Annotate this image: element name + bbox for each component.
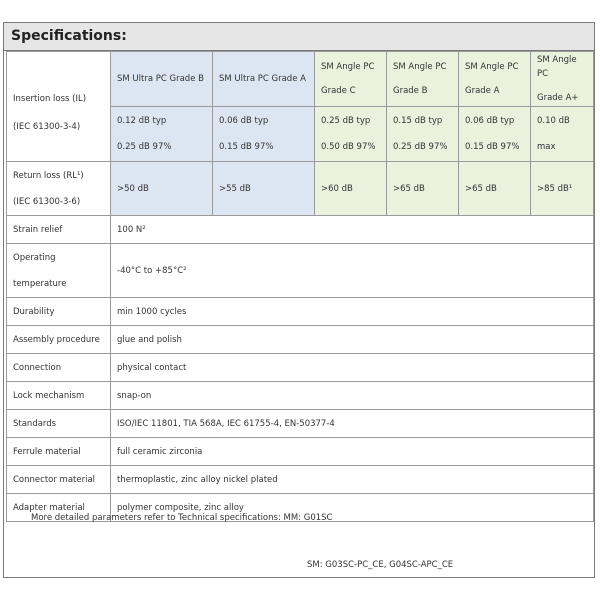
spec-label: Standards [7,410,111,438]
grade-header-1: SM Ultra PC Grade B [111,52,213,107]
insertion-loss-value-5: 0.06 dB typ 0.15 dB 97% [459,107,531,162]
footer-line-1: More detailed parameters refer to Technical specifications: MM: G01SC [31,513,333,523]
grade-header-2: SM Ultra PC Grade A [213,52,315,107]
insertion-loss-grade-row [7,52,594,107]
operating-temperature-label: Operating temperature [7,244,111,298]
return-loss-value-6: >85 dB¹ [531,162,594,216]
insertion-loss-value-1: 0.12 dB typ 0.25 dB 97% [111,107,213,162]
spec-value: full ceramic zirconia [111,438,594,466]
footer-note [4,499,592,577]
return-loss-row [7,162,594,216]
spec-value: glue and polish [111,326,594,354]
specifications-header [4,23,594,51]
insertion-loss-value-6: 0.10 dB max [531,107,594,162]
standards-row [7,410,594,438]
operating-temperature-value: -40°C to +85°C² [111,244,594,298]
spec-label: Strain relief [7,216,111,244]
connector-material-row [7,466,594,494]
spec-label: Connector material [7,466,111,494]
ferrule-material-row [7,438,594,466]
spec-value: 100 N² [111,216,594,244]
specifications-table [6,51,594,522]
spec-label: Durability [7,298,111,326]
spec-value: snap-on [111,382,594,410]
footer-line-2: SM: G03SC-PC_CE, G04SC-APC_CE [307,560,454,570]
spec-value: thermoplastic, zinc alloy nickel plated [111,466,594,494]
spec-label: Connection [7,354,111,382]
strain-relief-row [7,216,594,244]
spec-value: physical contact [111,354,594,382]
insertion-loss-label: Insertion loss (IL) (IEC 61300-3-4) [7,52,111,162]
spec-label: Lock mechanism [7,382,111,410]
spec-label: Adapter material [7,494,111,522]
spec-value: ISO/IEC 11801, TIA 568A, IEC 61755-4, EN-50377-4 [111,410,594,438]
insertion-loss-value-3: 0.25 dB typ 0.50 dB 97% [315,107,387,162]
return-loss-value-2: >55 dB [213,162,315,216]
spec-value: min 1000 cycles [111,298,594,326]
lock-mechanism-row [7,382,594,410]
insertion-loss-value-2: 0.06 dB typ 0.15 dB 97% [213,107,315,162]
spec-label: Assembly procedure [7,326,111,354]
insertion-loss-value-4: 0.15 dB typ 0.25 dB 97% [387,107,459,162]
spec-value: polymer composite, zinc alloy [111,494,594,522]
specifications-title: Specifications: [11,28,127,44]
return-loss-value-4: >65 dB [387,162,459,216]
return-loss-value-3: >60 dB [315,162,387,216]
operating-temperature-row [7,244,594,298]
grade-header-3: SM Angle PC Grade C [315,52,387,107]
connection-row [7,354,594,382]
assembly-procedure-row [7,326,594,354]
return-loss-label: Return loss (RL¹) (IEC 61300-3-6) [7,162,111,216]
specifications-panel [3,22,595,578]
grade-header-4: SM Angle PC Grade B [387,52,459,107]
spec-label: Ferrule material [7,438,111,466]
return-loss-value-1: >50 dB [111,162,213,216]
durability-row [7,298,594,326]
grade-header-5: SM Angle PC Grade A [459,52,531,107]
grade-header-6: SM Angle PC Grade A+ [531,52,594,107]
return-loss-value-5: >65 dB [459,162,531,216]
